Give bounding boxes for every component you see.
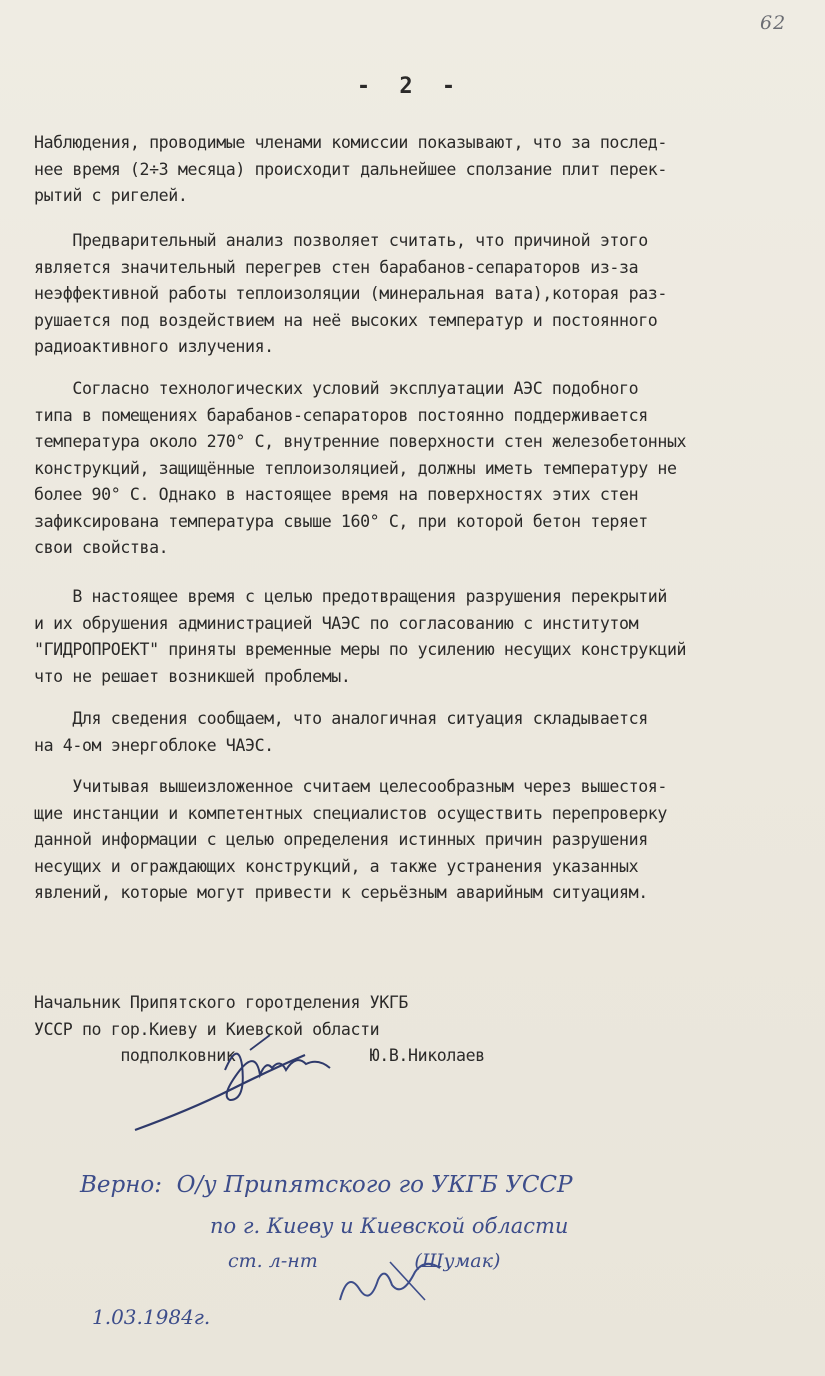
archive-page-number: 62 — [760, 12, 787, 34]
text-line: явлений, которые могут привести к серьёзным аварийным ситуациям. — [34, 883, 648, 902]
text-line: типа в помещениях барабанов-сепараторов постоянно поддерживается — [34, 405, 648, 425]
text-line: является значительный перегрев стен барабанов-сепараторов из-за — [34, 257, 639, 277]
text-line: В настоящее время с целью предотвращения разрушения перекрытий — [34, 587, 667, 606]
text-line: данной информации с целью определения истинных причин разрушения — [34, 830, 648, 849]
handwritten-certify-line-3: ст. л-нт (Шумак) — [228, 1250, 501, 1272]
text-line: рытий с ригелей. — [34, 186, 188, 205]
text-line: Учитывая вышеизложенное считаем целесообразным через вышестоя- — [34, 777, 667, 796]
text-line: более 90° С. Однако в настоящее время на поверхностях этих стен — [34, 485, 639, 504]
text-line: Предварительный анализ позволяет считать, что причиной этого — [34, 231, 648, 250]
paragraph-3 — [34, 376, 824, 562]
paragraph-5 — [34, 706, 824, 759]
signatory-rank-name: подполковник Ю.В.Николаев — [34, 1046, 485, 1065]
text-line: Наблюдения, проводимые членами комиссии показывают, что за послед- — [34, 133, 667, 152]
handwritten-certify-line-2: по г. Киеву и Киевской области — [210, 1214, 569, 1238]
handwritten-date: 1.03.1984г. — [92, 1305, 211, 1329]
paragraph-6 — [34, 774, 824, 907]
text-line: неэффективной работы теплоизоляции (минеральная вата),которая раз- — [34, 284, 667, 303]
text-line: и их обрушения администрацией ЧАЭС по согласованию с институтом — [34, 613, 639, 633]
paragraph-1 — [34, 130, 824, 210]
text-line: несущих и ограждающих конструкций, а также устранения указанных — [34, 856, 639, 876]
signatory-title: Начальник Припятского горотделения УКГБ — [34, 993, 409, 1012]
certifier-signature-mark — [330, 1250, 470, 1310]
text-line: рушается под воздействием на неё высоких температур и постоянного — [34, 310, 658, 330]
text-line: нее время (2÷3 месяца) происходит дальнейшее сползание плит перек- — [34, 159, 667, 179]
text-line: свои свойства. — [34, 538, 169, 557]
text-line: температура около 270° С, внутренние поверхности стен железобетонных — [34, 432, 687, 451]
signature-mark — [130, 1030, 380, 1140]
text-line: на 4-ом энергоблоке ЧАЭС. — [34, 735, 274, 755]
text-line: Для сведения сообщаем, что аналогичная ситуация складывается — [34, 709, 648, 728]
text-line: щие инстанции и компетентных специалистов осуществить перепроверку — [34, 803, 667, 823]
paragraph-4 — [34, 584, 824, 690]
text-line: зафиксирована температура свыше 160° С, при которой бетон теряет — [34, 511, 648, 531]
handwritten-certify-line-1: Верно: О/у Припятского го УКГБ УССР — [80, 1172, 573, 1198]
text-line: радиоактивного излучения. — [34, 337, 274, 356]
signatory-department: УССР по гор.Киеву и Киевской области — [34, 1019, 380, 1039]
paragraph-2 — [34, 228, 824, 361]
text-line: "ГИДРОПРОЕКТ" приняты временные меры по усилению несущих конструкций — [34, 640, 687, 659]
page-number: - 2 - — [356, 74, 464, 99]
text-line: конструкций, защищённые теплоизоляцией, должны иметь температуру не — [34, 458, 677, 478]
text-line: что не решает возникшей проблемы. — [34, 666, 351, 686]
text-line: Согласно технологических условий эксплуатации АЭС подобного — [34, 379, 639, 398]
